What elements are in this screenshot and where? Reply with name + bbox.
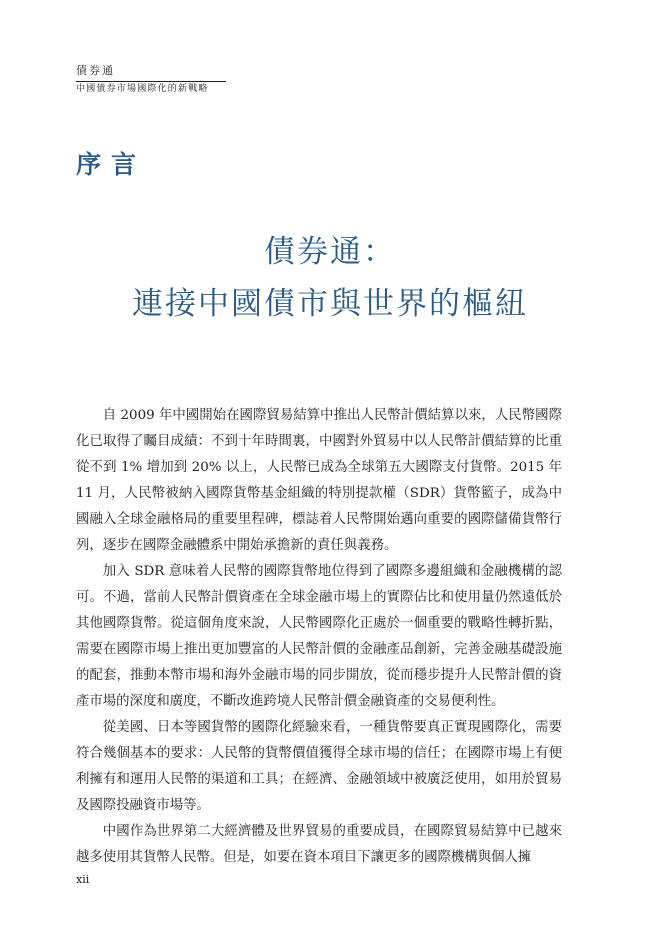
paragraph: 自 2009 年中國開始在國際貿易結算中推出人民幣計價結算以來，人民幣國際化已取得了矚目成績：不到十年時間裏，中國對外貿易中以人民幣計價結算的比重從不到 1% 增加到 20% 以上，人民幣已成為全球第五大國際支付貨幣。2015 年 11 月，人民幣被納入國際貨幣基金組織的特別提款權（SDR）貨幣籃子，成為中國融入全球金融格局的重要里程碑，標誌着人民幣開始邁向重要的國際儲備貨幣行列，逐步在國際金融體系中開始承擔新的責任與義務。 xyxy=(76,408,562,553)
section-label: 序言 xyxy=(76,150,147,179)
paragraph: 加入 SDR 意味着人民幣的國際貨幣地位得到了國際多邊組織和金融機構的認可。不過，當前人民幣計價資產在全球金融市場上的實際佔比和使用量仍然遠低於其他國際貨幣。從這個角度來說，人民幣國際化正處於一個重要的戰略性轉折點，需要在國際市場上推出更加豐富的人民幣計價的金融產品創新，完善金融基礎設施的配套，推動本幣市場和海外金融市場的同步開放，從而穩步提升人民幣計價的資產市場的深度和廣度，不斷改進跨境人民幣計價金融資產的交易便利性。 xyxy=(76,564,562,709)
chapter-title-line-2: 連接中國債市與世界的樞紐 xyxy=(132,286,528,322)
running-header-subtitle: 中國債券市場國際化的新戰略 xyxy=(76,84,209,94)
body-text xyxy=(76,403,562,871)
chapter-title-line-1: 債券通： xyxy=(264,234,396,270)
running-header xyxy=(76,64,226,96)
running-header-book-title: 債券通 xyxy=(76,64,115,77)
page-number: xii xyxy=(76,873,90,886)
chapter-title xyxy=(0,226,660,330)
running-header-rule xyxy=(76,81,226,82)
paragraph: 中國作為世界第二大經濟體及世界貿易的重要成員，在國際貿易結算中已越來越多使用其貨幣人民幣。但是，如要在資本項目下讓更多的國際機構與個人擁 xyxy=(76,824,562,865)
paragraph: 從美國、日本等國貨幣的國際化經驗來看，一種貨幣要真正實現國際化，需要符合幾個基本的要求：人民幣的貨幣價值獲得全球市場的信任；在國際市場上有便利擁有和運用人民幣的渠道和工具；在經濟、金融領域中被廣泛使用，如用於貿易及國際投融資市場等。 xyxy=(76,720,562,813)
